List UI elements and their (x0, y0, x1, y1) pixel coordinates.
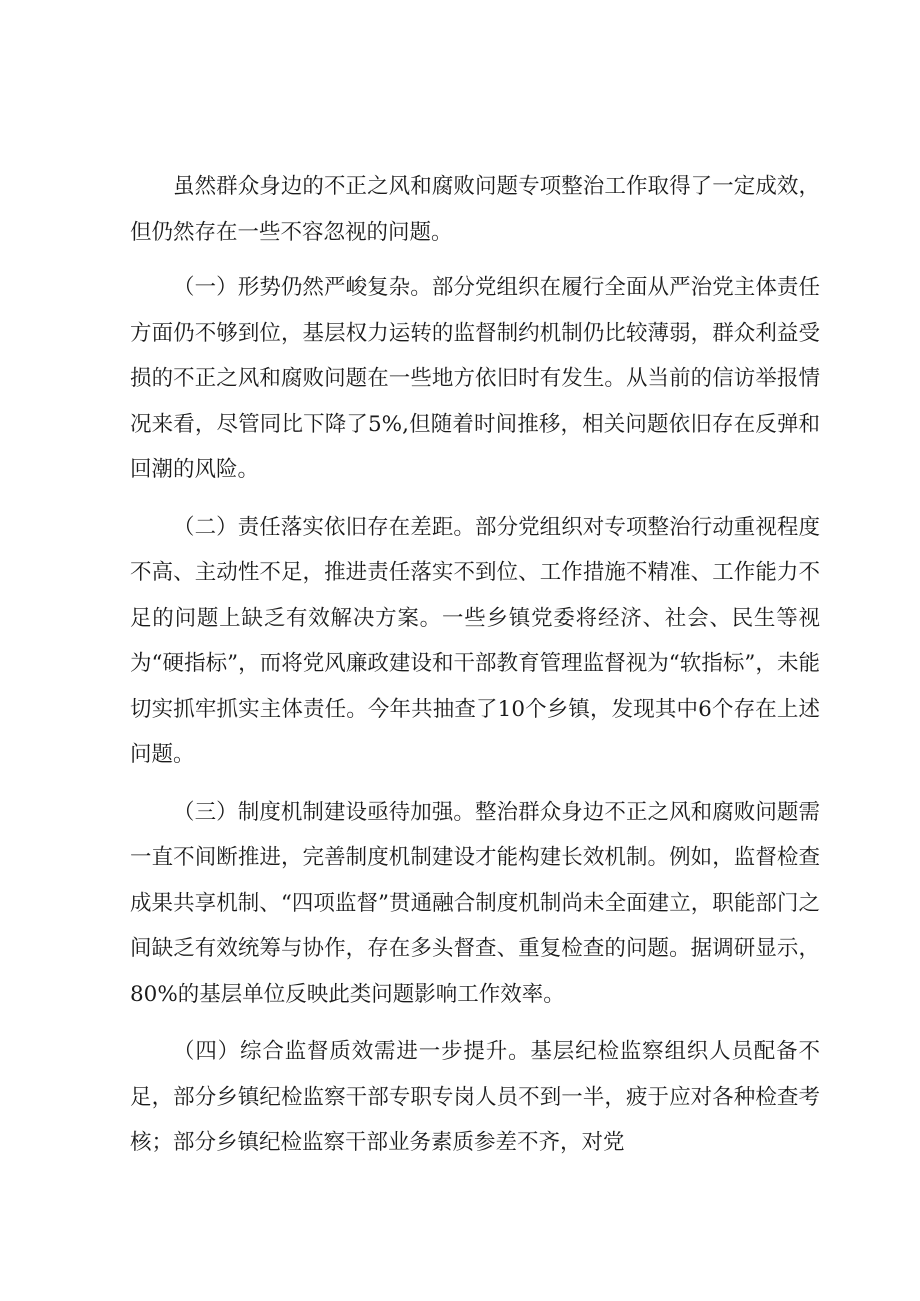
document-body (130, 164, 820, 1178)
section-four-paragraph: （四）综合监督质效需进一步提升。基层纪检监察组织人员配备不足，部分乡镇纪检监察干部专职专岗人员不到一半，疲于应对各种检查考核；部分乡镇纪检监察干部业务素质参差不齐，对党 (130, 1039, 820, 1155)
section-one-paragraph: （一）形势仍然严峻复杂。部分党组织在履行全面从严治党主体责任方面仍不够到位，基层权力运转的监督制约机制仍比较薄弱，群众利益受损的不正之风和腐败问题在一些地方依旧时有发生。从当前的信访举报情况来看，尽管同比下降了5%,但随着时间推移，相关问题依旧存在反弹和回潮的风险。 (130, 275, 820, 482)
section-two-paragraph: （二）责任落实依旧存在差距。部分党组织对专项整治行动重视程度不高、主动性不足，推进责任落实不到位、工作措施不精准、工作能力不足的问题上缺乏有效解决方案。一些乡镇党委将经济、社会、民生等视为“硬指标”，而将党风廉政建设和干部教育管理监督视为“软指标”，未能切实抓牢抓实主体责任。今年共抽查了10个乡镇，发现其中6个存在上述问题。 (130, 514, 820, 767)
intro-paragraph: 虽然群众身边的不正之风和腐败问题专项整治工作取得了一定成效，但仍然存在一些不容忽视的问题。 (130, 174, 820, 245)
section-three-paragraph: （三）制度机制建设亟待加强。整治群众身边不正之风和腐败问题需一直不间断推进，完善制度机制建设才能构建长效机制。例如，监督检查成果共享机制、“四项监督”贯通融合制度机制尚未全面建立，职能部门之间缺乏有效统筹与协作，存在多头督查、重复检查的问题。据调研显示，80%的基层单位反映此类问题影响工作效率。 (130, 799, 820, 1007)
